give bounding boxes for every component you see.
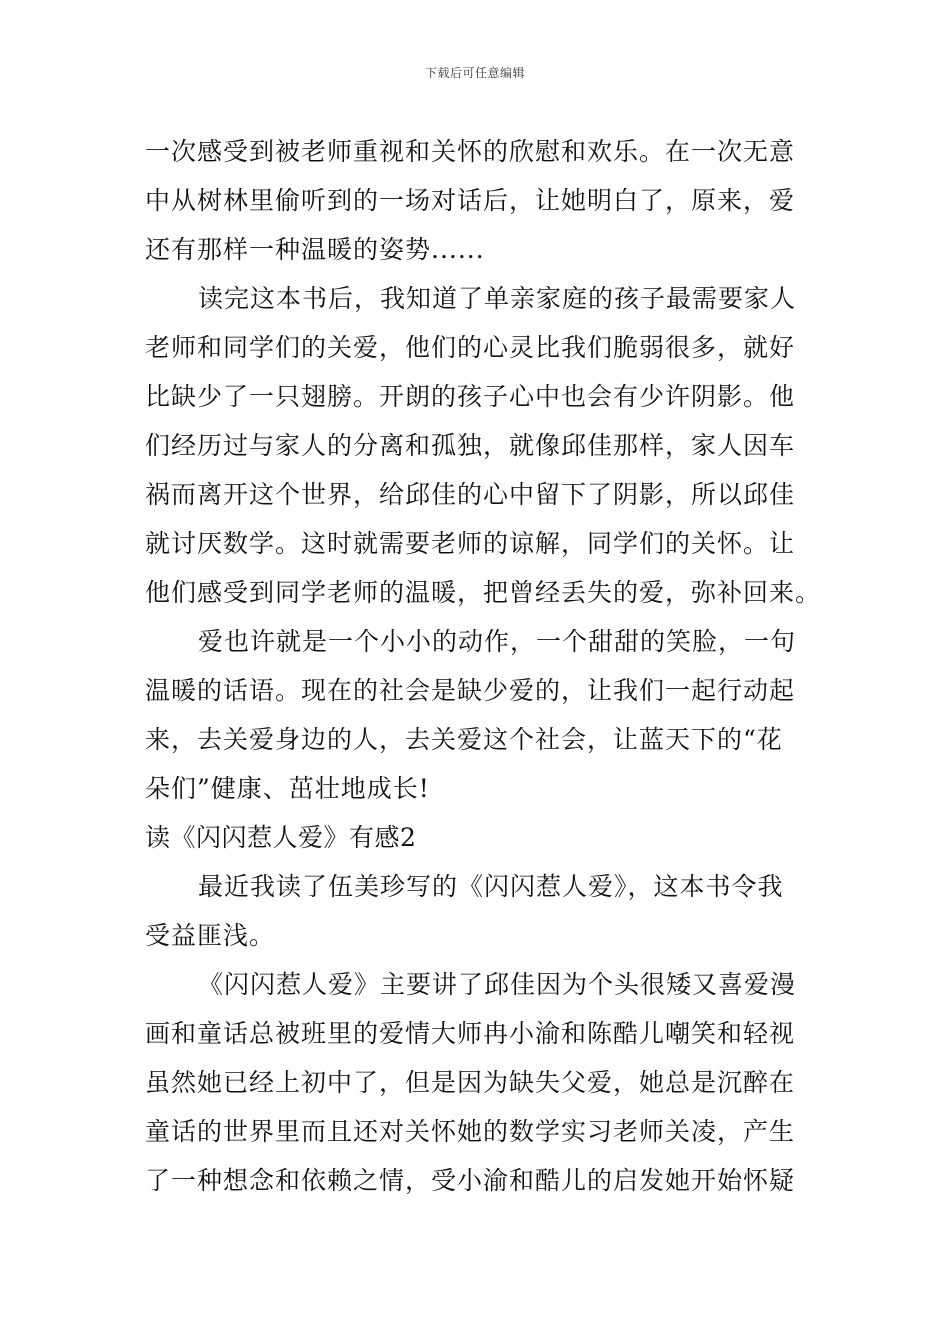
text-line: 受益匪浅。 bbox=[145, 921, 276, 950]
document-body bbox=[145, 127, 822, 1205]
page-header-note: 下载后可任意编辑 bbox=[424, 66, 525, 80]
paragraph-start-line: 《闪闪惹人爱》主要讲了邱佳因为个头很矮又喜爱漫 bbox=[198, 970, 797, 999]
text-line: 朵们”健康、茁壮地成长! bbox=[145, 774, 430, 803]
text-line: 画和童话总被班里的爱情大师冉小渝和陈酷儿嘲笑和轻视 bbox=[145, 1019, 796, 1048]
text-line: 一次感受到被老师重视和关怀的欣慰和欢乐。在一次无意 bbox=[145, 137, 796, 166]
text-line: 比缺少了一只翅膀。开朗的孩子心中也会有少许阴影。他 bbox=[145, 382, 796, 411]
text-line: 祸而离开这个世界，给邱佳的心中留下了阴影，所以邱佳 bbox=[145, 480, 796, 509]
text-line: 们经历过与家人的分离和孤独，就像邱佳那样，家人因车 bbox=[145, 431, 796, 460]
text-line: 老师和同学们的关爱，他们的心灵比我们脆弱很多，就好 bbox=[145, 333, 796, 362]
section-title: 读《闪闪惹人爱》有感2 bbox=[145, 823, 417, 852]
text-line: 虽然她已经上初中了，但是因为缺失父爱，她总是沉醉在 bbox=[145, 1068, 796, 1097]
text-line: 中从树林里偷听到的一场对话后，让她明白了，原来，爱 bbox=[145, 186, 796, 215]
text-line: 了一种想念和依赖之情，受小渝和酷儿的启发她开始怀疑 bbox=[145, 1166, 796, 1195]
text-line: 童话的世界里而且还对关怀她的数学实习老师关凌，产生 bbox=[145, 1117, 796, 1146]
text-line: 他们感受到同学老师的温暖，把曾经丢失的爱，弥补回来。 bbox=[145, 578, 822, 607]
paragraph-start-line: 读完这本书后，我知道了单亲家庭的孩子最需要家人 bbox=[198, 284, 797, 313]
text-line: 温暖的话语。现在的社会是缺少爱的，让我们一起行动起 bbox=[145, 676, 796, 705]
paragraph-start-line: 爱也许就是一个小小的动作，一个甜甜的笑脸，一句 bbox=[198, 627, 797, 656]
text-line: 就讨厌数学。这时就需要老师的谅解，同学们的关怀。让 bbox=[145, 529, 796, 558]
text-line: 来，去关爱身边的人，去关爱这个社会，让蓝天下的“花 bbox=[145, 725, 783, 754]
text-line: 还有那样一种温暖的姿势...... bbox=[145, 235, 485, 264]
paragraph-start-line: 最近我读了伍美珍写的《闪闪惹人爱》，这本书令我 bbox=[198, 872, 784, 901]
